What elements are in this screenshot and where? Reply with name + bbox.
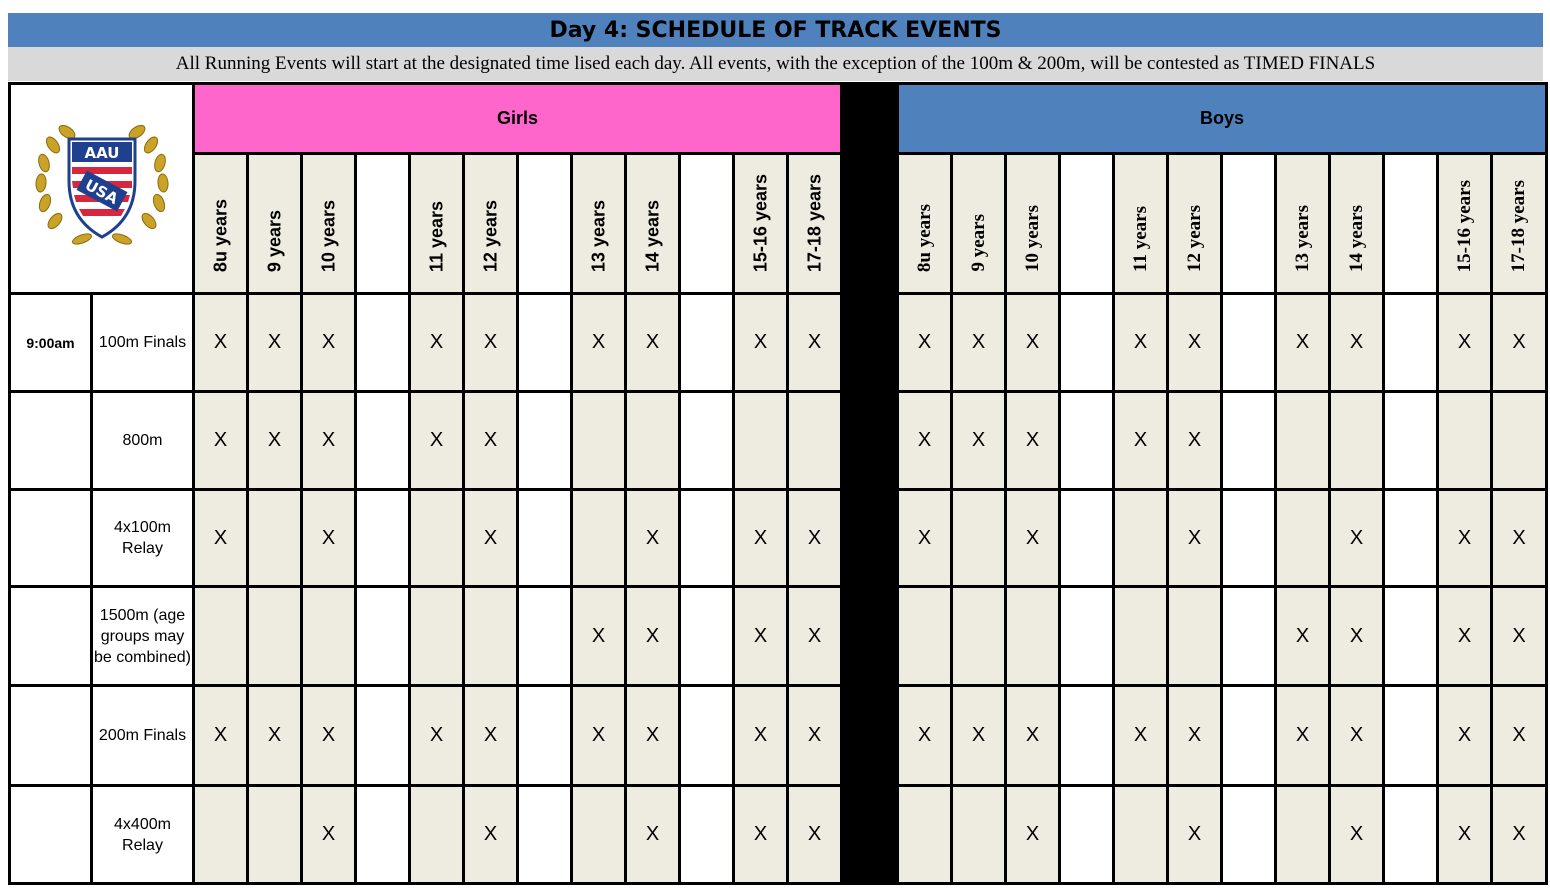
boys-event-mark [1222, 294, 1276, 392]
boys-event-mark: X [1438, 786, 1492, 884]
girls-age-header [356, 154, 410, 294]
girls-event-mark: X [248, 686, 302, 786]
boys-age-header [898, 154, 952, 294]
boys-event-mark: X [1492, 490, 1547, 587]
girls-event-mark: X [248, 392, 302, 490]
boys-event-mark [1060, 587, 1114, 686]
girls-event-mark [518, 490, 572, 587]
event-time [10, 786, 92, 884]
girls-event-mark: X [194, 490, 248, 587]
boys-event-mark [952, 587, 1006, 686]
aau-logo-cell [10, 84, 194, 294]
age-label: 15-16 years [1453, 179, 1475, 272]
boys-event-mark: X [1006, 490, 1060, 587]
boys-event-mark: X [1276, 294, 1330, 392]
boys-event-mark: X [1006, 294, 1060, 392]
event-time [10, 490, 92, 587]
boys-event-mark: X [952, 686, 1006, 786]
boys-event-mark [1006, 587, 1060, 686]
girls-event-mark: X [302, 294, 356, 392]
girls-event-mark: X [410, 294, 464, 392]
girls-event-mark: X [626, 490, 680, 587]
boys-age-header [1222, 154, 1276, 294]
girls-age-header [464, 154, 518, 294]
boys-event-mark: X [1168, 392, 1222, 490]
girls-event-mark [788, 392, 842, 490]
age-label: 11 years [426, 200, 446, 272]
girls-event-mark: X [302, 686, 356, 786]
girls-event-mark: X [464, 786, 518, 884]
boys-event-mark: X [1492, 294, 1547, 392]
boys-event-mark [1330, 392, 1384, 490]
girls-event-mark: X [734, 786, 788, 884]
girls-event-mark [680, 786, 734, 884]
girls-event-mark [302, 587, 356, 686]
event-row [10, 490, 1547, 587]
boys-event-mark [898, 587, 952, 686]
age-label: 11 years [1129, 206, 1151, 272]
girls-event-mark [680, 490, 734, 587]
boys-event-mark: X [952, 392, 1006, 490]
girls-event-mark [464, 587, 518, 686]
age-label: 12 years [1183, 204, 1205, 272]
girls-event-mark: X [464, 294, 518, 392]
boys-header: Boys [898, 84, 1547, 154]
age-label: 17-18 years [804, 173, 824, 272]
girls-event-mark: X [302, 786, 356, 884]
girls-event-mark [680, 587, 734, 686]
boys-event-mark [1060, 294, 1114, 392]
boys-age-header [1492, 154, 1547, 294]
age-label: 10 years [1021, 204, 1043, 272]
boys-event-mark [1276, 786, 1330, 884]
boys-event-mark: X [1168, 294, 1222, 392]
event-row [10, 392, 1547, 490]
boys-event-mark [1438, 392, 1492, 490]
girls-event-mark: X [302, 490, 356, 587]
girls-event-mark [248, 490, 302, 587]
girls-event-mark [356, 786, 410, 884]
boys-age-header [1276, 154, 1330, 294]
girls-event-mark: X [626, 786, 680, 884]
boys-event-mark [1384, 392, 1438, 490]
event-time [10, 392, 92, 490]
boys-event-mark [1222, 587, 1276, 686]
boys-event-mark: X [952, 294, 1006, 392]
girls-event-mark [518, 392, 572, 490]
boys-event-mark [1276, 392, 1330, 490]
girls-event-mark: X [464, 686, 518, 786]
boys-event-mark [1384, 786, 1438, 884]
boys-event-mark: X [1438, 294, 1492, 392]
event-name: 1500m (age groups may be combined) [92, 587, 194, 686]
event-row [10, 786, 1547, 884]
girls-event-mark [572, 392, 626, 490]
girls-header: Girls [194, 84, 842, 154]
boys-event-mark: X [898, 686, 952, 786]
event-row [10, 587, 1547, 686]
boys-event-mark: X [1168, 490, 1222, 587]
boys-event-mark [1222, 392, 1276, 490]
age-label: 8u years [210, 198, 230, 272]
boys-event-mark: X [1330, 294, 1384, 392]
girls-event-mark [518, 686, 572, 786]
boys-event-mark [1114, 490, 1168, 587]
svg-text:USA: USA [81, 175, 121, 208]
boys-event-mark [1060, 490, 1114, 587]
girls-event-mark [626, 392, 680, 490]
boys-event-mark: X [1330, 686, 1384, 786]
girls-event-mark: X [572, 294, 626, 392]
event-name: 4x100m Relay [92, 490, 194, 587]
girls-event-mark [410, 786, 464, 884]
girls-event-mark: X [194, 686, 248, 786]
boys-event-mark: X [1492, 786, 1547, 884]
boys-event-mark: X [898, 392, 952, 490]
age-label: 17-18 years [1508, 179, 1529, 272]
girls-event-mark [680, 294, 734, 392]
boys-event-mark [1114, 587, 1168, 686]
boys-event-mark: X [1276, 686, 1330, 786]
girls-event-mark: X [572, 587, 626, 686]
girls-age-header [734, 154, 788, 294]
boys-event-mark: X [1438, 686, 1492, 786]
boys-event-mark: X [1330, 786, 1384, 884]
girls-age-header [626, 154, 680, 294]
boys-age-header [1384, 154, 1438, 294]
girls-age-header [194, 154, 248, 294]
boys-event-mark [1222, 786, 1276, 884]
age-label: 15-16 years [750, 173, 770, 272]
girls-age-header [248, 154, 302, 294]
age-label: 10 years [318, 199, 338, 272]
boys-event-mark: X [1006, 786, 1060, 884]
boys-event-mark [1114, 786, 1168, 884]
boys-age-header [1438, 154, 1492, 294]
girls-event-mark [410, 587, 464, 686]
boys-event-mark: X [1492, 686, 1547, 786]
girls-age-header [788, 154, 842, 294]
boys-age-header [1060, 154, 1114, 294]
boys-event-mark: X [1492, 587, 1547, 686]
event-time: 9:00am [10, 294, 92, 392]
boys-event-mark [1276, 490, 1330, 587]
girls-event-mark: X [788, 490, 842, 587]
girls-event-mark: X [788, 294, 842, 392]
age-label: 13 years [588, 199, 608, 272]
age-label: 9 years [967, 214, 989, 272]
event-row [10, 294, 1547, 392]
page-title: Day 4: SCHEDULE OF TRACK EVENTS [8, 13, 1543, 47]
aau-usa-logo [27, 111, 177, 261]
girls-event-mark: X [626, 686, 680, 786]
age-label: 14 years [642, 199, 662, 272]
girls-event-mark: X [788, 786, 842, 884]
event-name: 100m Finals [92, 294, 194, 392]
girls-event-mark: X [734, 587, 788, 686]
girls-event-mark [248, 587, 302, 686]
boys-event-mark [1222, 686, 1276, 786]
age-label: 14 years [1345, 204, 1367, 272]
girls-event-mark [356, 294, 410, 392]
boys-event-mark: X [1330, 587, 1384, 686]
boys-event-mark: X [1168, 786, 1222, 884]
boys-event-mark: X [1168, 686, 1222, 786]
girls-event-mark [356, 686, 410, 786]
boys-event-mark: X [898, 294, 952, 392]
boys-event-mark: X [1114, 294, 1168, 392]
boys-event-mark: X [1438, 587, 1492, 686]
girls-event-mark: X [788, 587, 842, 686]
girls-event-mark: X [572, 686, 626, 786]
girls-event-mark [356, 392, 410, 490]
age-label: 12 years [480, 199, 500, 272]
boys-event-mark: X [898, 490, 952, 587]
boys-age-header [1168, 154, 1222, 294]
girls-event-mark: X [410, 392, 464, 490]
girls-event-mark [248, 786, 302, 884]
girls-event-mark: X [194, 392, 248, 490]
girls-event-mark: X [464, 490, 518, 587]
girls-event-mark [518, 587, 572, 686]
event-name: 4x400m Relay [92, 786, 194, 884]
girls-event-mark: X [734, 490, 788, 587]
girls-event-mark [680, 392, 734, 490]
age-label: 8u years [913, 203, 935, 272]
svg-text:AAU: AAU [84, 144, 119, 162]
girls-event-mark [680, 686, 734, 786]
age-label: 13 years [1291, 204, 1313, 272]
schedule-table [8, 82, 1548, 885]
divider-column [842, 84, 898, 884]
boys-event-mark [898, 786, 952, 884]
girls-event-mark: X [734, 294, 788, 392]
boys-event-mark [1222, 490, 1276, 587]
schedule-note: All Running Events will start at the designated time lised each day. All events, with the exception of the 100m & 200m, will be contested as TIMED FINALS [8, 47, 1543, 81]
boys-event-mark: X [1006, 686, 1060, 786]
boys-event-mark: X [1114, 392, 1168, 490]
age-label: 9 years [264, 209, 284, 272]
event-time [10, 686, 92, 786]
event-name: 800m [92, 392, 194, 490]
girls-event-mark: X [410, 686, 464, 786]
girls-event-mark: X [248, 294, 302, 392]
girls-age-header [680, 154, 734, 294]
girls-event-mark [572, 490, 626, 587]
girls-event-mark: X [302, 392, 356, 490]
boys-event-mark [1384, 686, 1438, 786]
girls-age-header [572, 154, 626, 294]
boys-event-mark [952, 490, 1006, 587]
boys-event-mark: X [1330, 490, 1384, 587]
girls-event-mark: X [788, 686, 842, 786]
girls-event-mark: X [194, 294, 248, 392]
boys-event-mark: X [1114, 686, 1168, 786]
boys-event-mark [1168, 587, 1222, 686]
boys-event-mark: X [1438, 490, 1492, 587]
boys-event-mark [1060, 786, 1114, 884]
event-name: 200m Finals [92, 686, 194, 786]
boys-event-mark [1060, 392, 1114, 490]
boys-event-mark [1492, 392, 1547, 490]
girls-event-mark [734, 392, 788, 490]
girls-event-mark: X [734, 686, 788, 786]
girls-event-mark [572, 786, 626, 884]
girls-event-mark [356, 490, 410, 587]
girls-event-mark [410, 490, 464, 587]
boys-event-mark [1384, 587, 1438, 686]
girls-event-mark: X [464, 392, 518, 490]
boys-event-mark: X [1276, 587, 1330, 686]
girls-event-mark [194, 587, 248, 686]
girls-age-header [518, 154, 572, 294]
girls-event-mark: X [626, 587, 680, 686]
girls-age-header [410, 154, 464, 294]
girls-age-header [302, 154, 356, 294]
girls-event-mark [194, 786, 248, 884]
boys-event-mark [952, 786, 1006, 884]
boys-event-mark [1384, 294, 1438, 392]
event-time [10, 587, 92, 686]
girls-event-mark [356, 587, 410, 686]
boys-age-header [1330, 154, 1384, 294]
boys-event-mark: X [1006, 392, 1060, 490]
boys-age-header [1114, 154, 1168, 294]
girls-event-mark [518, 294, 572, 392]
boys-event-mark [1060, 686, 1114, 786]
girls-event-mark [518, 786, 572, 884]
boys-age-header [952, 154, 1006, 294]
boys-age-header [1006, 154, 1060, 294]
girls-event-mark: X [626, 294, 680, 392]
boys-event-mark [1384, 490, 1438, 587]
event-row [10, 686, 1547, 786]
